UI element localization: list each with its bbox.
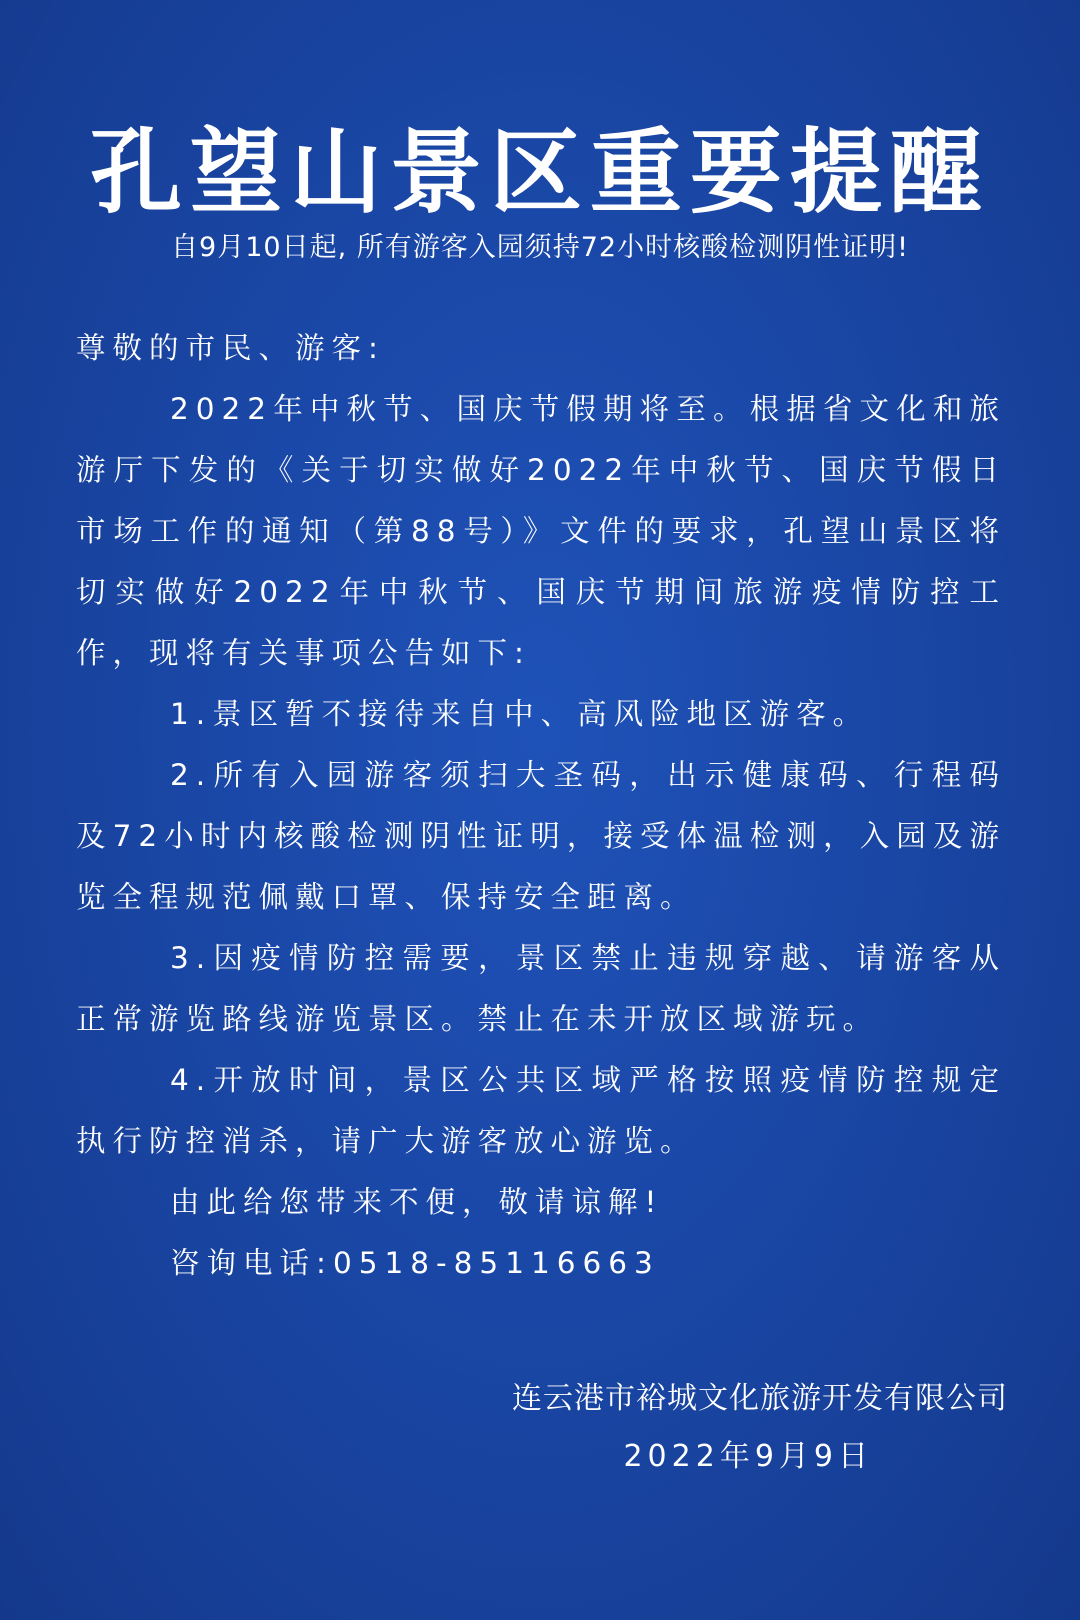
notice-body	[76, 318, 1006, 1294]
hotline-text: 咨询电话:0518-85116663	[170, 1246, 660, 1280]
notice-item-4: 4.开放时间，景区公共区域严格按照疫情防控规定执行防控消杀，请广大游客放心游览。	[76, 1063, 1006, 1158]
notice-item-2: 2.所有入园游客须扫大圣码，出示健康码、行程码及72小时内核酸检测阴性证明，接受体温检测，入园及游览全程规范佩戴口罩、保持安全距离。	[76, 758, 1006, 914]
notice-subtitle: 自9月10日起, 所有游客入园须持72小时核酸检测阴性证明!	[171, 232, 909, 263]
intro-paragraph: 2022年中秋节、国庆节假期将至。根据省文化和旅游厅下发的《关于切实做好2022年中秋节、国庆节假日市场工作的通知（第88号）》文件的要求，孔望山景区将切实做好2022年中秋节、国庆节期间旅游疫情防控工作，现将有关事项公告如下:	[76, 392, 1006, 670]
notice-title: 孔望山景区重要提醒	[89, 119, 990, 226]
notice-footer	[512, 1370, 1008, 1486]
issue-date: 2022年9月9日	[623, 1439, 873, 1474]
notice-item-3: 3.因疫情防控需要，景区禁止违规穿越、请游客从正常游览路线游览景区。禁止在未开放区域游玩。	[76, 941, 1006, 1036]
issuer-name: 连云港市裕城文化旅游开发有限公司	[512, 1381, 1008, 1416]
greeting: 尊敬的市民、游客:	[76, 331, 385, 365]
notice-item-1: 1.景区暂不接待来自中、高风险地区游客。	[170, 697, 870, 731]
apology-text: 由此给您带来不便，敬请谅解!	[170, 1185, 664, 1219]
